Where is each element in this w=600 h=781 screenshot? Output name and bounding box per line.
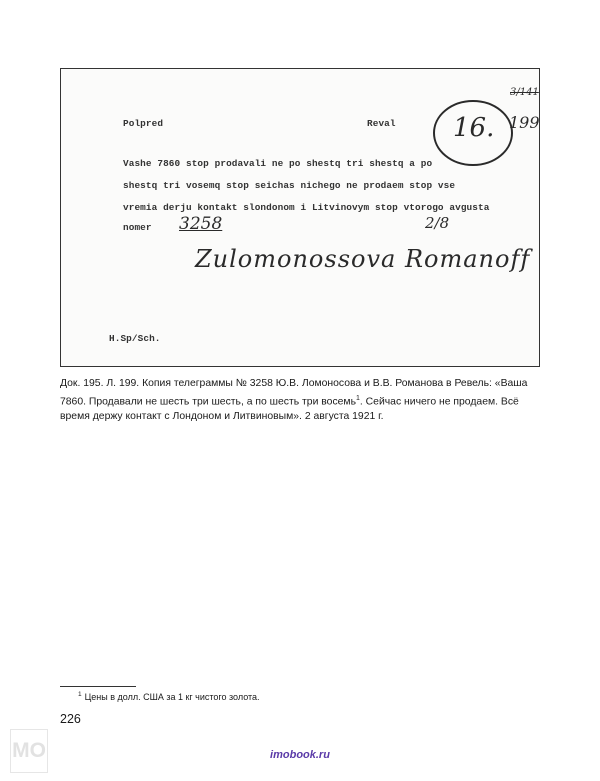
site-link[interactable]: imobook.ru xyxy=(270,749,330,761)
crossed-sheet-number: 3/141 xyxy=(510,87,539,98)
telegram-line-1: Vashe 7860 stop prodavali ne po shestq tri shestq a po xyxy=(123,158,433,169)
document-caption xyxy=(60,377,544,424)
telegram-addressee: Polpred xyxy=(123,118,164,129)
handwritten-signatures: Zulomonossova Romanoff xyxy=(195,245,531,273)
telegram-number-handwritten: 3258 xyxy=(179,214,223,234)
telegram-city: Reval xyxy=(367,118,396,129)
telegram-line-3: vremia derju kontakt slondonom i Litvinovym stop vtorogo avgusta xyxy=(123,202,490,213)
footnote-mark: 1 xyxy=(78,691,82,698)
footnote-divider xyxy=(60,686,136,687)
page-number: 226 xyxy=(60,712,81,726)
sheet-number: 199 xyxy=(509,113,540,132)
archival-document-image xyxy=(60,68,540,367)
telegram-initials: H.Sp/Sch. xyxy=(109,333,161,344)
telegram-line-2: shestq tri vosemq stop seichas nichego ne prodaem stop vse xyxy=(123,180,456,191)
footnote-text: Цены в долл. США за 1 кг чистого золота. xyxy=(84,692,260,702)
caption-text-main: Док. 195. Л. 199. Копия телеграммы № 3258 Ю.В. Ломоносова и В.В. Романова в Ревель: «Ваша 7860. Продавали не шесть три шесть, а по шесть три восемь xyxy=(60,378,528,408)
date-fraction-handwritten: 2/8 xyxy=(425,214,450,232)
telegram-line-4: nomer xyxy=(123,222,152,233)
footnote xyxy=(78,691,260,702)
caption-text-tail: . Сейчас ничего не продаем. Всё время держу контакт с Лондоном и Литвиновым». 2 августа 1921 г. xyxy=(60,396,519,422)
caption-footnote-mark: 1 xyxy=(356,394,360,402)
publisher-logo-icon: MO xyxy=(10,729,48,773)
circled-number: 16. xyxy=(453,113,495,143)
